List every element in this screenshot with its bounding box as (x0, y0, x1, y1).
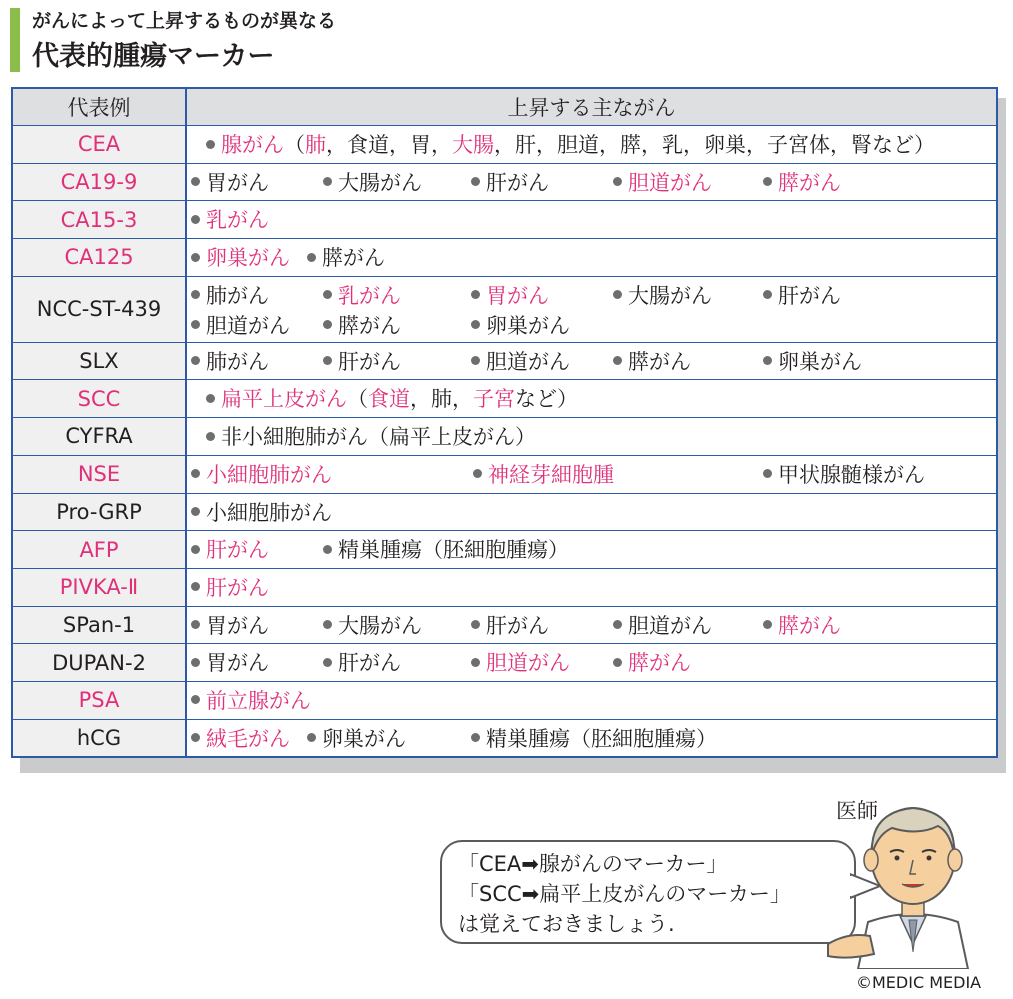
cancer-item (307, 243, 385, 271)
cancer-label: 大腸がん (338, 613, 422, 638)
bubble-line-3: は覚えておきましょう. (458, 912, 675, 936)
cancer-label: 乳がん (206, 208, 269, 233)
table-row (13, 276, 996, 342)
cancer-label: 膵がん (322, 246, 385, 271)
cancer-text: 非小細胞肺がん（扁平上皮がん） (221, 425, 536, 450)
cancer-item (323, 311, 401, 339)
cancer-label: 膵がん (778, 170, 841, 195)
cancer-text: ，肺， (410, 387, 473, 412)
bullet-icon (191, 290, 200, 299)
bullet-icon (763, 469, 772, 478)
cancer-list (187, 239, 996, 276)
bullet-icon (323, 658, 332, 667)
marker-name: SCC (13, 380, 187, 417)
cancer-item (191, 498, 332, 526)
bullet-icon (191, 469, 200, 478)
marker-name: Pro-GRP (13, 494, 187, 531)
bullet-icon (471, 290, 480, 299)
cancer-list (187, 126, 996, 163)
cancer-label: 胆道がん (628, 613, 712, 638)
cancer-label: 膵がん (778, 613, 841, 638)
cancer-item (191, 347, 269, 375)
cancer-item (191, 311, 290, 339)
marker-name: CA19-9 (13, 164, 187, 201)
cancer-label: 精巣腫瘍（胚細胞腫瘍） (486, 726, 717, 751)
cancer-text: （ (284, 133, 305, 157)
table-row (13, 379, 996, 417)
table-row (13, 342, 996, 380)
table-row (13, 530, 996, 568)
bullet-icon (323, 177, 332, 186)
cancer-label: 肝がん (778, 283, 841, 308)
cancer-label: 肺がん (206, 283, 269, 308)
cancer-list (187, 644, 996, 681)
table-row (13, 606, 996, 644)
cancer-label: 胃がん (206, 651, 269, 676)
bullet-icon (323, 356, 332, 365)
marker-name: CA15-3 (13, 201, 187, 238)
table-row (13, 455, 996, 493)
cancer-item (471, 168, 549, 196)
table-header-row (13, 89, 996, 125)
cancer-item (613, 611, 712, 639)
cancer-item (613, 648, 691, 676)
cancer-item (323, 168, 422, 196)
cancer-item (323, 648, 401, 676)
cancer-text: 肺 (305, 133, 326, 157)
cancer-list (187, 531, 996, 568)
cancer-list (187, 569, 996, 606)
cancer-item (191, 686, 311, 714)
marker-name: hCG (13, 720, 187, 757)
cancer-item (191, 724, 290, 752)
cancer-label: 卵巣がん (778, 349, 862, 374)
cancer-item (473, 460, 614, 488)
marker-name: CEA (13, 126, 187, 163)
cancer-list (187, 201, 996, 238)
cancer-list (187, 343, 996, 380)
bullet-icon (206, 432, 215, 441)
bullet-icon (471, 620, 480, 629)
table-row (13, 200, 996, 238)
marker-name: NSE (13, 456, 187, 493)
cancer-label: 肝がん (206, 538, 269, 563)
bullet-icon (191, 658, 200, 667)
marker-name: AFP (13, 531, 187, 568)
cancer-list (187, 277, 996, 342)
bullet-icon (307, 253, 316, 262)
cancer-item (191, 168, 269, 196)
bubble-line-2: 「SCC➡扁平上皮がんのマーカー」 (458, 882, 791, 906)
cancer-list (187, 456, 996, 493)
bullet-icon (763, 177, 772, 186)
cancer-item (471, 724, 717, 752)
bullet-icon (613, 620, 622, 629)
table-row (13, 163, 996, 201)
speech-bubble (440, 840, 856, 944)
cancer-item (763, 460, 925, 488)
bullet-icon (191, 215, 200, 224)
cancer-list (187, 380, 996, 417)
cancer-label: 小細胞肺がん (206, 500, 332, 525)
tumor-marker-table (11, 87, 998, 758)
bullet-icon (191, 620, 200, 629)
cancer-label: 神経芽細胞腫 (488, 462, 614, 487)
cancer-item (191, 648, 269, 676)
cancer-label: 胆道がん (486, 349, 570, 374)
cancer-label: 卵巣がん (206, 246, 290, 271)
bullet-icon (323, 545, 332, 554)
cancer-label: 肝がん (486, 170, 549, 195)
bullet-icon (613, 290, 622, 299)
marker-name: CA125 (13, 239, 187, 276)
marker-name: DUPAN-2 (13, 644, 187, 681)
bullet-icon (191, 545, 200, 554)
cancer-item (613, 281, 712, 309)
cancer-item (763, 347, 862, 375)
table-row (13, 681, 996, 719)
bullet-icon (191, 733, 200, 742)
marker-name: PIVKA-Ⅱ (13, 569, 187, 606)
cancer-item (471, 311, 570, 339)
cancer-label: 甲状腺髄様がん (778, 462, 925, 487)
cancer-item (191, 611, 269, 639)
bullet-icon (191, 320, 200, 329)
cancer-item (323, 611, 422, 639)
cancer-item (471, 281, 549, 309)
bullet-icon (613, 177, 622, 186)
cancer-text: 大腸 (452, 133, 494, 157)
bullet-icon (613, 356, 622, 365)
marker-name: SLX (13, 343, 187, 380)
cancer-text: 子宮 (473, 387, 515, 412)
cancer-label: 絨毛がん (206, 726, 290, 751)
cancer-text: など） (515, 387, 578, 412)
cancer-item (763, 281, 841, 309)
bubble-line-1: 「CEA➡腺がんのマーカー」 (458, 852, 728, 876)
bullet-icon (473, 469, 482, 478)
page-title: 代表的腫瘍マーカー (32, 41, 275, 72)
bullet-icon (471, 733, 480, 742)
cancer-label: 前立腺がん (206, 688, 311, 713)
cancer-text: ，食道，胃， (326, 133, 452, 157)
bullet-icon (191, 507, 200, 516)
marker-name: SPan-1 (13, 607, 187, 644)
marker-name: CYFRA (13, 418, 187, 455)
cancer-item (191, 281, 269, 309)
cancer-label: 卵巣がん (322, 726, 406, 751)
cancer-item (471, 347, 570, 375)
bullet-icon (191, 582, 200, 591)
bullet-icon (471, 356, 480, 365)
cancer-label: 膵がん (338, 313, 401, 338)
header-marker: 代表例 (13, 89, 187, 125)
cancer-item (613, 347, 691, 375)
cancer-list (187, 682, 996, 719)
table-row (13, 719, 996, 757)
bullet-icon (191, 177, 200, 186)
table-row (13, 568, 996, 606)
table-row (13, 417, 996, 455)
cancer-label: 肺がん (206, 349, 269, 374)
bullet-icon (191, 253, 200, 262)
table-row (13, 643, 996, 681)
bullet-icon (307, 733, 316, 742)
copyright-notice: ©MEDIC MEDIA (856, 973, 982, 992)
cancer-text: 腺がん (221, 133, 284, 157)
cancer-item (763, 611, 841, 639)
cancer-label: 精巣腫瘍（胚細胞腫瘍） (338, 538, 569, 563)
table-row (13, 238, 996, 276)
cancer-label: 膵がん (628, 349, 691, 374)
title-accent-bar (10, 8, 20, 72)
bullet-icon (763, 620, 772, 629)
bullet-icon (191, 695, 200, 704)
marker-name: PSA (13, 682, 187, 719)
cancer-list (187, 720, 996, 757)
cancer-list (187, 164, 996, 201)
bullet-icon (763, 290, 772, 299)
cancer-label: 小細胞肺がん (206, 462, 332, 487)
bullet-icon (471, 320, 480, 329)
table-row (13, 493, 996, 531)
cancer-label: 肝がん (206, 575, 269, 600)
cancer-item (471, 648, 570, 676)
cancer-label: 肝がん (338, 651, 401, 676)
bullet-icon (323, 620, 332, 629)
cancer-label: 胆道がん (206, 313, 290, 338)
cancer-list (187, 494, 996, 531)
bullet-icon (471, 177, 480, 186)
cancer-item (191, 205, 269, 233)
page-subtitle: がんによって上昇するものが異なる (32, 10, 337, 32)
cancer-label: 胃がん (486, 283, 549, 308)
speaker-label: 医師 (836, 799, 878, 823)
cancer-text: （ (347, 387, 368, 412)
cancer-list (187, 418, 996, 455)
cancer-label: 卵巣がん (486, 313, 570, 338)
cancer-text: 扁平上皮がん (221, 387, 347, 412)
cancer-label: 肝がん (338, 349, 401, 374)
cancer-item (191, 535, 269, 563)
cancer-item (191, 460, 332, 488)
cancer-item (323, 347, 401, 375)
bullet-icon (471, 658, 480, 667)
cancer-item (191, 243, 290, 271)
cancer-item (307, 724, 406, 752)
bullet-icon (323, 290, 332, 299)
table-row (13, 125, 996, 163)
marker-name: NCC-ST-439 (13, 277, 187, 342)
bullet-icon (323, 320, 332, 329)
bullet-icon (191, 356, 200, 365)
cancer-label: 胃がん (206, 613, 269, 638)
bullet-icon (206, 140, 215, 149)
cancer-label: 肝がん (486, 613, 549, 638)
cancer-list (187, 607, 996, 644)
header-cancers: 上昇する主ながん (187, 89, 996, 125)
cancer-label: 大腸がん (628, 283, 712, 308)
cancer-item (763, 168, 841, 196)
cancer-label: 乳がん (338, 283, 401, 308)
bullet-icon (763, 356, 772, 365)
bullet-icon (206, 394, 215, 403)
doctor-illustration (818, 794, 1008, 969)
cancer-item (323, 281, 401, 309)
cancer-label: 膵がん (628, 651, 691, 676)
cancer-text: 食道 (368, 387, 410, 412)
bullet-icon (613, 658, 622, 667)
cancer-text: ，肝，胆道，膵，乳，卵巣，子宮体，腎など） (494, 133, 935, 157)
cancer-item (471, 611, 549, 639)
cancer-item (191, 573, 269, 601)
cancer-label: 胃がん (206, 170, 269, 195)
cancer-item (613, 168, 712, 196)
cancer-label: 大腸がん (338, 170, 422, 195)
cancer-item (323, 535, 569, 563)
cancer-label: 胆道がん (486, 651, 570, 676)
cancer-label: 胆道がん (628, 170, 712, 195)
